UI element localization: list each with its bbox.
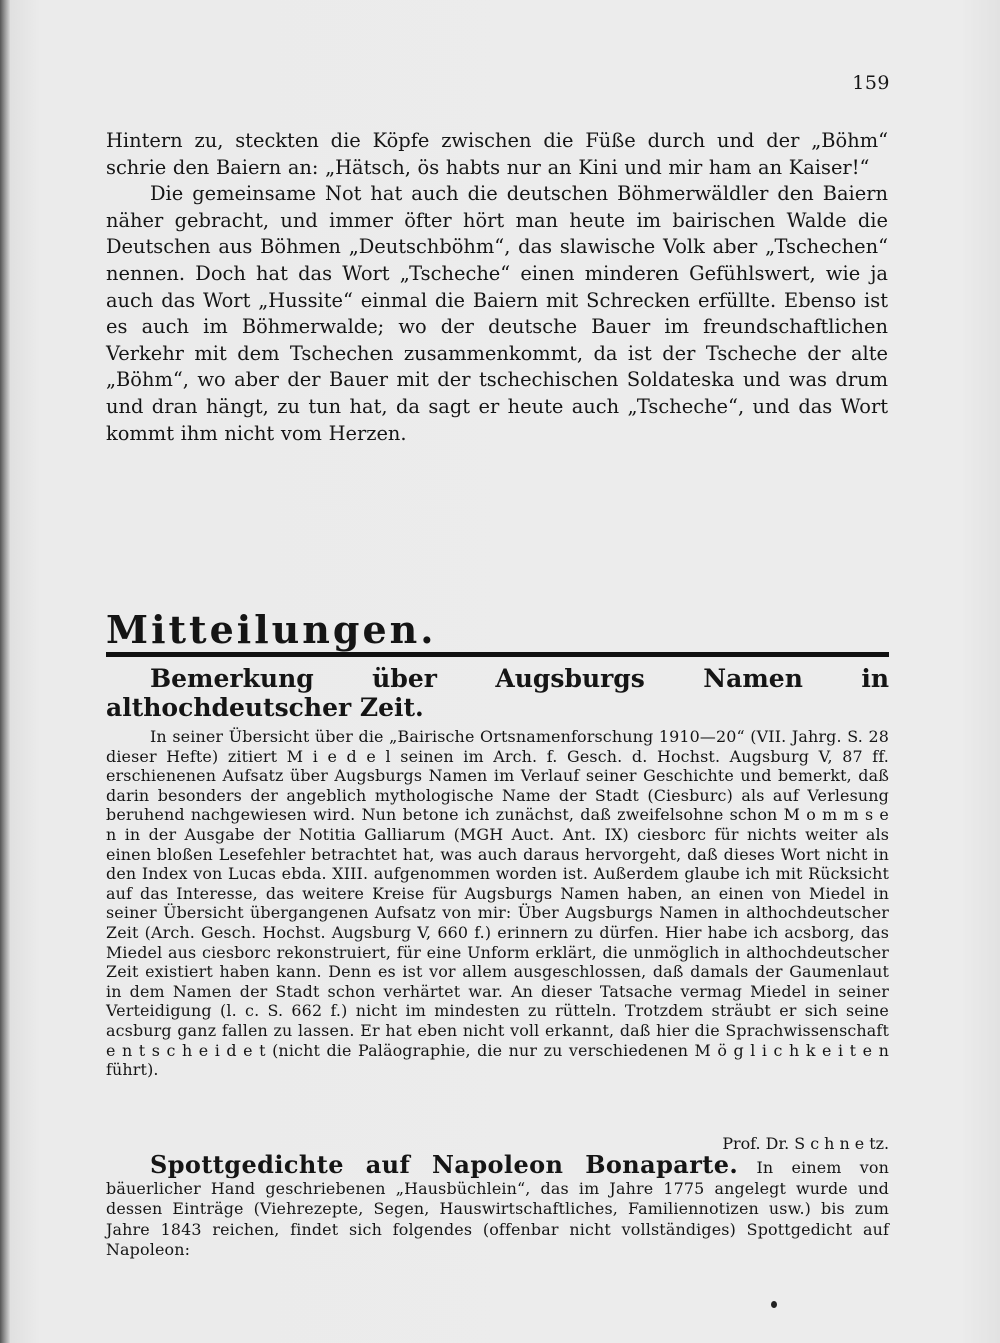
article-body: In einem von bäuerlicher Hand geschriebenen „Hausbüchlein“, das im Jahre 1775 angelegt wurde und dessen Einträge (Viehrezepte, Segen, Hauswirtschaftliches, Familiennotizen usw.) bis zum Jahre 1843 reichen, findet sich folgendes (offenbar nicht vollständiges) Spottgedicht auf Napoleon: [106, 1158, 890, 1260]
article-body: In seiner Übersicht über die „Bairische Ortsnamenforschung 1910—20“ (VII. Jahrg. S. 28 dieser Hefte) zitiert M i e d e l seinen im Arch. f. Gesch. d. Hochst. Augsburg V, 87 ff. erschienenen Aufsatz über Augsburgs Namen im Verlauf seiner Geschichte und bemerkt, daß darin besonders der angeblich mythologische Name der Stadt (Ciesburc) als auf Verlesung beruhend nachgewiesen wird. Nun betone ich zunächst, daß zweifelsohne schon M o m m s e n in der Ausgabe der Notitia Galliarum (MGH Auct. Ant. IX) ciesborc für nichts weiter als einen bloßen Lesefehler betrachtet hat, was auch daraus hervorgeht, daß dieses Wort nicht in den Index von Lucas ebda. XIII. aufgenommen worden ist. Außerdem glaube ich mit Rücksicht auf das Interesse, das weitere Kreise für Augsburgs Namen haben, an einen von Miedel in seiner Übersicht übergangenen Aufsatz von mir: Über Augsburgs Namen in althochdeutscher Zeit (Arch. Gesch. Hochst. Augsburg V, 660 f.) erinnern zu dürfen. Hier habe ich acsborg, das Miedel aus ciesborc rekonstruiert, für eine Unform erklärt, die unmöglich in althochdeutscher Zeit existiert haben kann. Denn es ist vor allem ausgeschlossen, daß damals der Gaumenlaut in dem Namen der Stadt schon verhärtet war. An dieser Tatsache vermag Miedel in seiner Verteidigung (l. c. S. 662 f.) nicht im mindesten zu rütteln. Trotzdem sträubt er sich seine acsburg ganz fallen zu lassen. Er hat eben nicht voll erkannt, daß hier die Sprachwissenschaft e n t s c h e i d e t (nicht die Paläographie, die nur zu verschiedenen M ö g l i c h k e i t e n führt). [106, 727, 889, 1080]
article-heading: Bemerkung über Augsburgs Namen in althochdeutscher Zeit. [106, 664, 889, 722]
article-paragraph [106, 1150, 890, 1261]
article-author: Prof. Dr. S c h n e tz. [722, 1134, 889, 1153]
main-text [106, 128, 888, 447]
paragraph: Die gemeinsame Not hat auch die deutschen Böhmerwäldler den Baiern näher gebracht, und immer öfter hört man heute im bairischen Walde die Deutschen aus Böhmen „Deutschböhm“, das slawische Volk aber „Tschechen“ nennen. Doch hat das Wort „Tscheche“ einen minderen Gefühlswert, wie ja auch das Wort „Hussite“ einmal die Baiern mit Schrecken erfüllte. Ebenso ist es auch im Böhmerwalde; wo der deutsche Bauer im freundschaftlichen Verkehr mit dem Tschechen zusammenkommt, da ist der Tscheche der alte „Böhm“, wo aber der Bauer mit der tschechischen Soldateska und was drum und dran hängt, zu tun hat, da sagt er heute auch „Tscheche“, und das Wort kommt ihm nicht vom Herzen. [106, 182, 888, 445]
ink-dot [771, 1301, 777, 1308]
page-binding-shadow [0, 0, 10, 1343]
paragraph-continued: Hintern zu, steckten die Köpfe zwischen die Füße durch und der „Böhm“ schrie den Baiern an: „Hätsch, ös habts nur an Kini und mir ham an Kaiser!“ [106, 129, 888, 179]
section-heading: Mitteilungen. [106, 607, 437, 652]
article-heading: Spottgedichte auf Napoleon Bonaparte. [150, 1150, 739, 1179]
section-divider [106, 652, 889, 657]
page-number: 159 [852, 72, 890, 94]
